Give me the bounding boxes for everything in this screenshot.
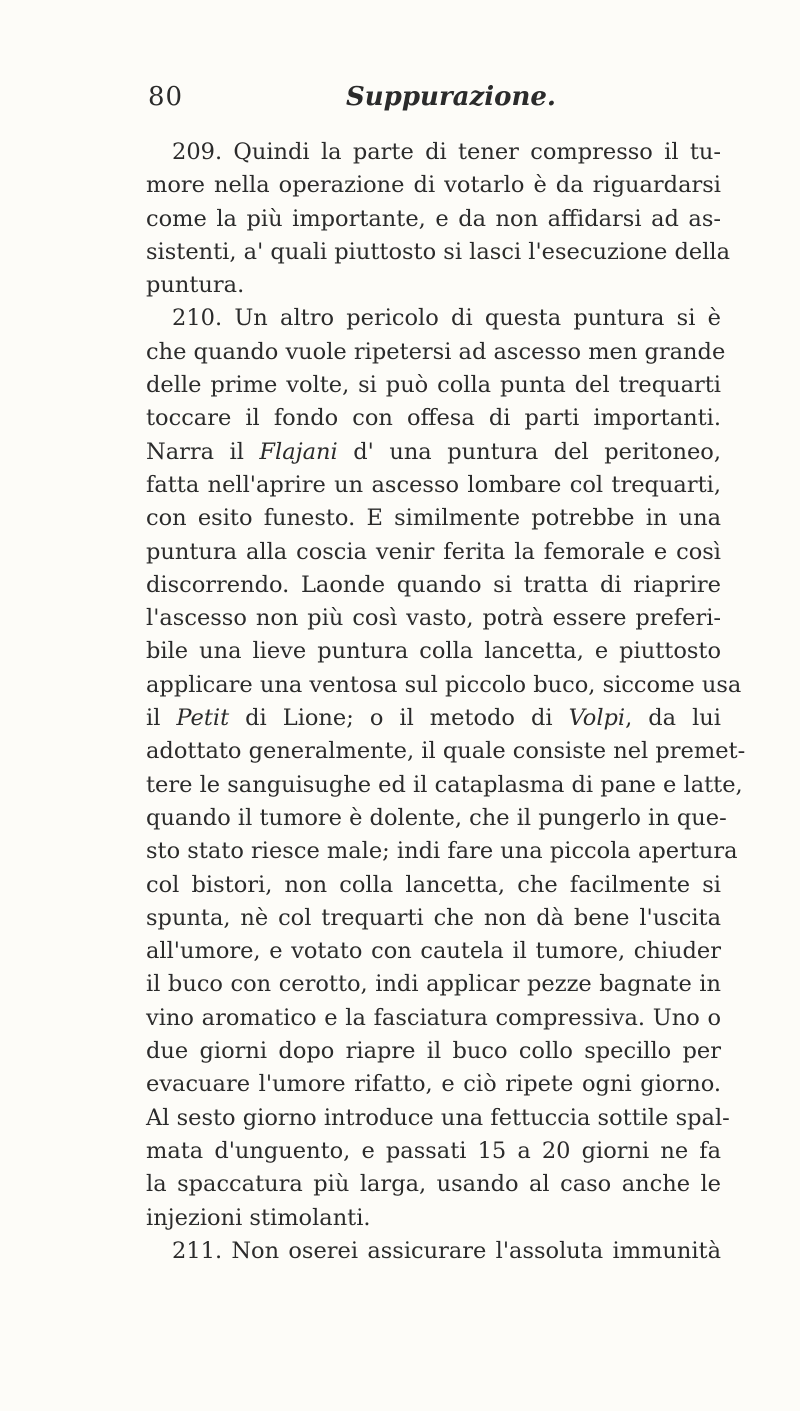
text-line: il buco con cerotto, indi applicar pezze bagnate in — [146, 971, 721, 998]
text-line: delle prime volte, si può colla punta del trequarti — [146, 372, 721, 399]
text-line: l'ascesso non più così vasto, potrà essere preferi- — [146, 605, 721, 632]
text-line: evacuare l'umore rifatto, e ciò ripete ogni giorno. — [146, 1071, 721, 1098]
text-line: 209. Quindi la parte di tener compresso il tu- — [172, 139, 721, 165]
text-line: col bistori, non colla lancetta, che facilmente si — [146, 871, 721, 898]
text-line: puntura alla coscia venir ferita la femorale e così — [146, 538, 721, 565]
text-line: all'umore, e votato con cautela il tumore, chiuder — [146, 938, 721, 965]
text-line: toccare il fondo con offesa di parti importanti. — [146, 405, 721, 432]
text-line: sistenti, a' quali piuttosto si lasci l'esecuzione della — [146, 238, 731, 265]
text-line: il Petit di Lione; o il metodo di Volpi, da lui — [146, 705, 721, 732]
text-line: la spaccatura più larga, usando al caso anche le — [146, 1171, 721, 1198]
text-line: 211. Non oserei assicurare l'assoluta immunità — [172, 1237, 721, 1264]
text-line: injezioni stimolanti. — [146, 1204, 371, 1231]
text-line: spunta, nè col trequarti che non dà bene l'uscita — [146, 904, 721, 931]
text-line: applicare una ventosa sul piccolo buco, siccome usa — [146, 671, 742, 698]
text-line: Narra il Flajani d' una puntura del peritoneo, — [146, 438, 721, 465]
italic-name: Flajani — [259, 438, 338, 465]
text-line: sto stato riesce male; indi fare una piccola apertura — [146, 838, 738, 865]
text-line: 210. Un altro pericolo di questa puntura si è — [172, 305, 721, 332]
text-line: discorrendo. Laonde quando si tratta di riaprire — [146, 571, 721, 598]
text-line: bile una lieve puntura colla lancetta, e piuttosto — [146, 638, 721, 665]
italic-name: Volpi — [568, 705, 626, 732]
running-head: Suppurazione. — [346, 82, 556, 112]
italic-name: Petit — [176, 705, 230, 732]
text-line: more nella operazione di votarlo è da riguardarsi — [146, 172, 721, 199]
text-line: che quando vuole ripetersi ad ascesso men grande — [146, 338, 726, 365]
text-line: puntura. — [146, 272, 245, 299]
text-line: due giorni dopo riapre il buco collo specillo per — [146, 1038, 721, 1065]
page-number: 80 — [148, 82, 184, 112]
text-line: come la più importante, e da non affidarsi ad as- — [146, 205, 721, 232]
text-line: tere le sanguisughe ed il cataplasma di pane e latte, — [146, 771, 743, 798]
text-line: adottato generalmente, il quale consiste nel premet- — [146, 738, 746, 765]
text-line: mata d'unguento, e passati 15 a 20 giorni ne fa — [146, 1137, 721, 1164]
text-line: quando il tumore è dolente, che il pungerlo in que- — [146, 804, 727, 831]
body-text — [146, 136, 746, 1268]
text-line: vino aromatico e la fasciatura compressiva. Uno o — [146, 1004, 721, 1031]
text-line: con esito funesto. E similmente potrebbe in una — [146, 505, 721, 532]
text-line: fatta nell'aprire un ascesso lombare col trequarti, — [146, 471, 721, 498]
text-line: Al sesto giorno introduce una fettuccia sottile spal- — [146, 1104, 730, 1131]
page-header — [148, 82, 668, 122]
